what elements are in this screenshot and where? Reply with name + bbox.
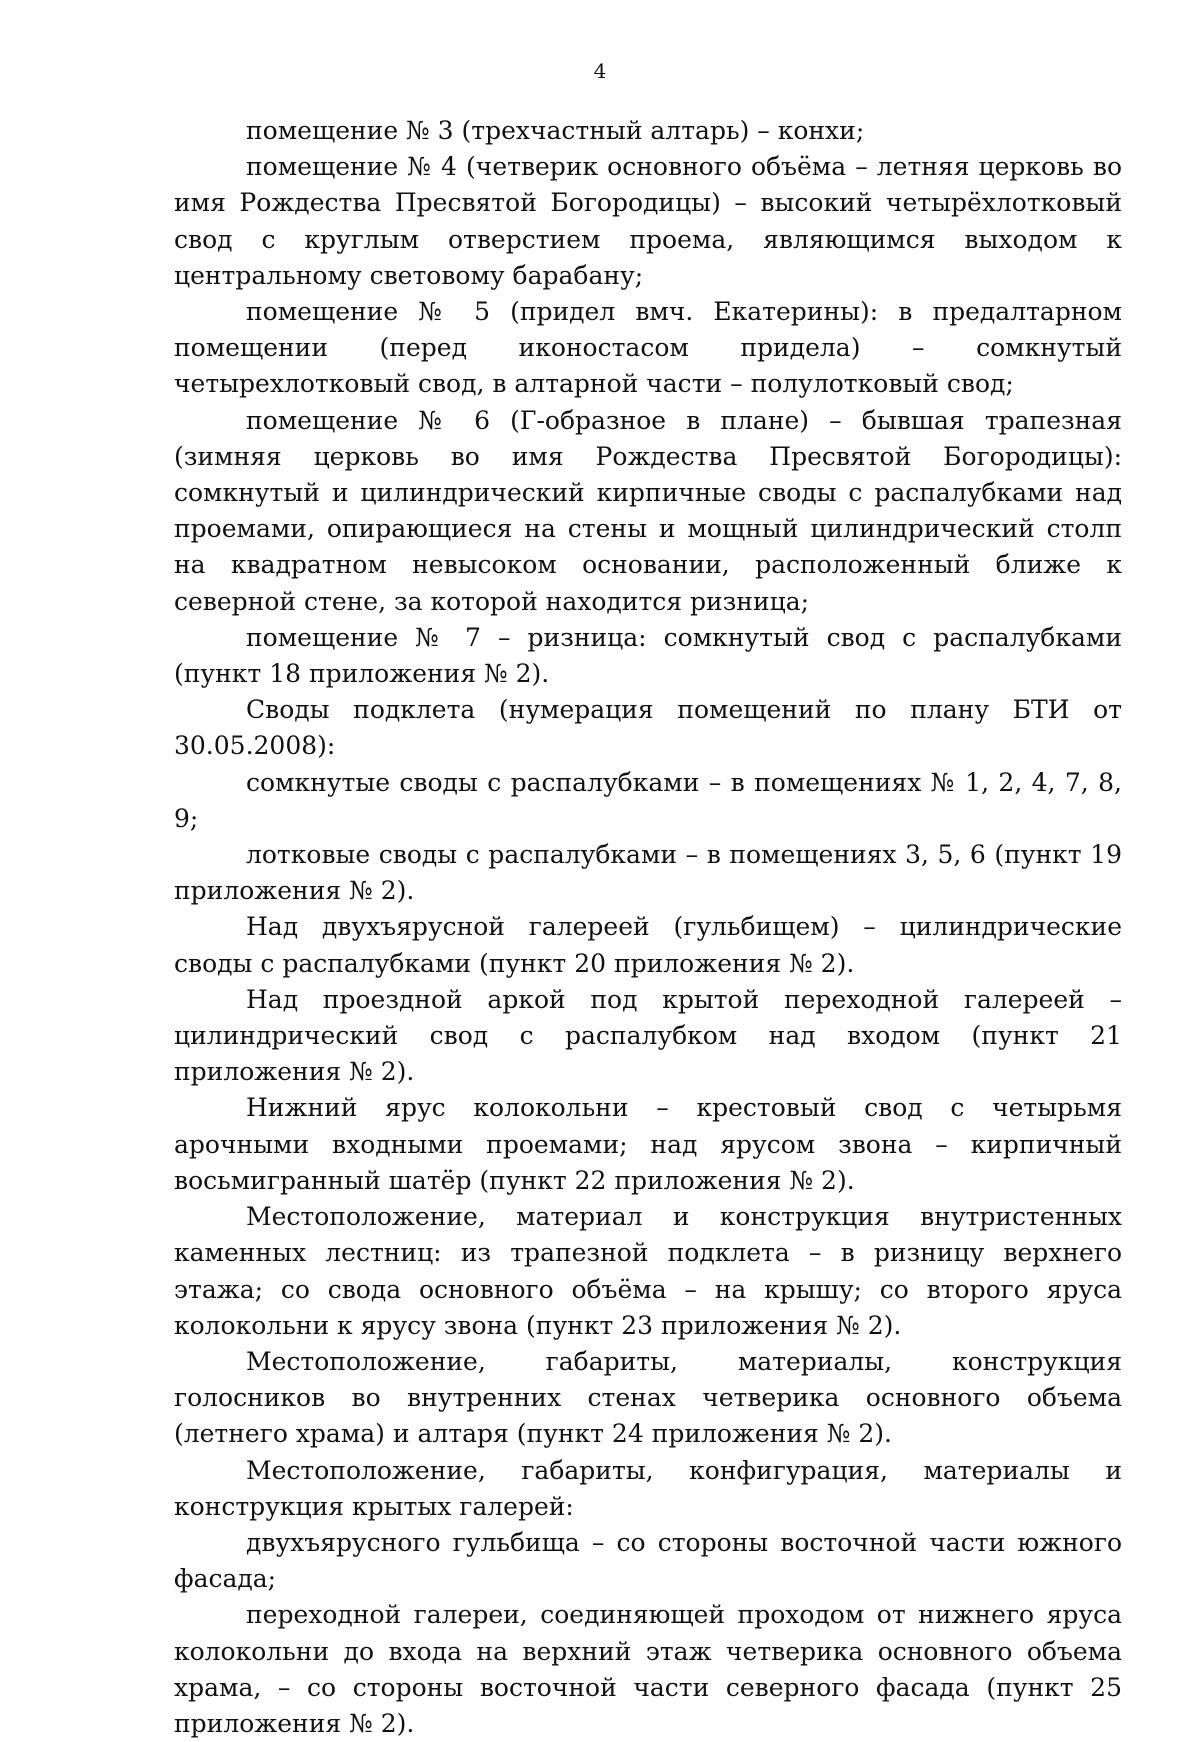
paragraph-room-6: помещение № 6 (Г-образное в плане) – бывшая трапезная (зимняя церковь во имя Рождества Пресвятой Богородицы): сомкнутый и цилиндрический кирпичные своды с распалубками над проемами, опирающиеся на стены и мощный цилиндрический столп на квадратном невысоком основании, расположенный ближе к северной стене, за которой находится ризница; <box>174 405 1122 616</box>
document-body <box>174 113 1122 1742</box>
paragraph-covered-galleries: Местоположение, габариты, конфигурация, материалы и конструкция крытых галерей: <box>174 1455 1122 1521</box>
paragraph-bell-tower: Нижний ярус колокольни – крестовый свод с четырьмя арочными входными проемами; над ярусом звона – кирпичный восьмигранный шатёр (пункт 22 приложения № 2). <box>174 1093 1122 1195</box>
paragraph-podklet-vaults: Своды подклета (нумерация помещений по плану БТИ от 30.05.2008): <box>174 695 1122 761</box>
paragraph-arch-vault: Над проездной аркой под крытой переходной галереей – цилиндрический свод с распалубком над входом (пункт 21 приложения № 2). <box>174 984 1122 1087</box>
paragraph-trough-vaults: лотковые своды с распалубками – в помещениях 3, 5, 6 (пункт 19 приложения № 2). <box>174 840 1122 906</box>
paragraph-room-3: помещение № 3 (трехчастный алтарь) – конхи; <box>246 116 865 145</box>
paragraph-closed-vaults: сомкнутые своды с распалубками – в помещениях № 1, 2, 4, 7, 8, 9; <box>174 767 1122 833</box>
paragraph-room-4: помещение № 4 (четверик основного объёма – летняя церковь во имя Рождества Пресвятой Богородицы) – высокий четырёхлотковый свод с круглым отверстием проема, являющимся выходом к центральному световому барабану; <box>174 152 1122 290</box>
paragraph-gallery-vaults: Над двухъярусной галереей (гульбищем) – цилиндрические своды с распалубками (пункт 20 приложения № 2). <box>174 912 1122 978</box>
paragraph-gulbishche: двухъярусного гульбища – со стороны восточной части южного фасада; <box>174 1527 1122 1594</box>
paragraph-room-5: помещение № 5 (придел вмч. Екатерины): в предалтарном помещении (перед иконостасом придела) – сомкнутый четырехлотковый свод, в алтарной части – полулотковый свод; <box>174 297 1122 399</box>
paragraph-room-7: помещение № 7 – ризница: сомкнутый свод с распалубками (пункт 18 приложения № 2). <box>174 622 1122 689</box>
page-number: 4 <box>593 59 607 83</box>
paragraph-voice-pots: Местоположение, габариты, материалы, конструкция голосников во внутренних стенах четверика основного объема (летнего храма) и алтаря (пункт 24 приложения № 2). <box>174 1346 1122 1449</box>
paragraph-stairs: Местоположение, материал и конструкция внутристенных каменных лестниц: из трапезной подклета – в ризницу верхнего этажа; со свода основного объёма – на крышу; со второго яруса колокольни к ярусу звона (пункт 23 приложения № 2). <box>174 1202 1122 1340</box>
paragraph-transition-gallery: переходной галереи, соединяющей проходом от нижнего яруса колокольни до входа на верхний этаж четверика основного объема храма, – со стороны восточной части северного фасада (пункт 25 приложения № 2). <box>174 1600 1122 1738</box>
